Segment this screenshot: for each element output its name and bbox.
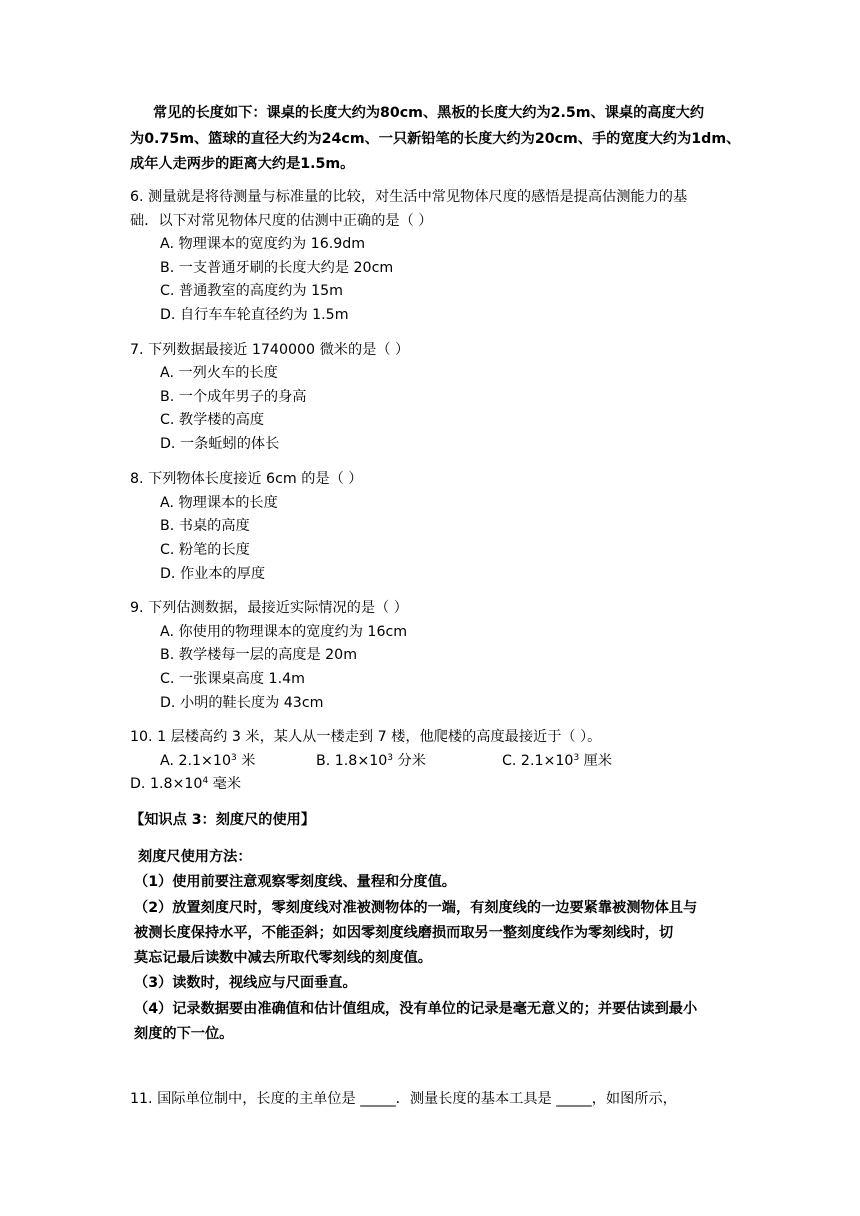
question-9-option-d: D. 小明的鞋长度为 43cm	[160, 695, 324, 711]
intro-line-2: 为0.75m、篮球的直径大约为24cm、一只新铅笔的长度大约为20cm、手的宽度大约为1dm、	[130, 131, 741, 147]
question-7-stem: 7. 下列数据最接近 1740000 微米的是（ ）	[130, 342, 410, 358]
method-step-2-line-3: 莫忘记最后读数中减去所取代零刻线的刻度值。	[134, 950, 432, 966]
question-7-option-d: D. 一条蚯蚓的体长	[160, 436, 280, 452]
method-step-2-line-1: （2）放置刻度尺时，零刻度线对准被测物体的一端，有刻度线的一边要紧靠被测物体且与	[134, 900, 698, 916]
method-step-2-line-2: 被测长度保持水平，不能歪斜；如因零刻度线磨损而取另一整刻度线作为零刻线时，切	[134, 925, 674, 941]
question-6-option-d: D. 自行车车轮直径约为 1.5m	[160, 307, 349, 323]
question-10-option-a: A. $2.1\times 10^3$ 米	[160, 753, 256, 769]
question-8-option-b: B. 书桌的高度	[160, 518, 250, 534]
method-step-4-line-2: 刻度的下一位。	[134, 1026, 234, 1042]
question-8-stem: 8. 下列物体长度接近 6cm 的是（ ）	[130, 471, 363, 487]
question-7-option-b: B. 一个成年男子的身高	[160, 389, 307, 405]
question-6-line-2: 础．以下对常见物体尺度的估测中正确的是（ ）	[130, 213, 433, 229]
question-11-stem: 11. 国际单位制中，长度的主单位是 _____．测量长度的基本工具是 _____，如图所示，	[130, 1091, 677, 1107]
question-9-option-c: C. 一张课桌高度 1.4m	[160, 671, 305, 687]
question-10-stem: 10. 1 层楼高约 3 米，某人从一楼走到 7 楼，他爬楼的高度最接近于（ ）。	[130, 729, 602, 745]
question-10-option-d: D. $1.8\times 10^4$ 毫米	[130, 776, 242, 792]
section-heading: 【知识点 3：刻度尺的使用】	[130, 812, 316, 828]
question-7-option-c: C. 教学楼的高度	[160, 412, 265, 428]
question-9-option-b: B. 教学楼每一层的高度是 20m	[160, 647, 358, 663]
method-title: 刻度尺使用方法：	[138, 849, 252, 865]
question-6-option-a: A. 物理课本的宽度约为 16.9dm	[160, 236, 366, 252]
question-9-option-a: A. 你使用的物理课本的宽度约为 16cm	[160, 624, 408, 640]
question-10-option-c: C. $2.1\times 10^3$ 厘米	[502, 753, 613, 769]
question-8-option-c: C. 粉笔的长度	[160, 542, 250, 558]
intro-line-1: 常见的长度如下：课桌的长度大约为80cm、黑板的长度大约为2.5m、课桌的高度大约	[153, 105, 705, 121]
question-6-line-1: 6. 测量就是将待测量与标准量的比较，对生活中常见物体尺度的感悟是提高估测能力的基	[130, 189, 688, 205]
question-8-option-d: D. 作业本的厚度	[160, 566, 266, 582]
question-8-option-a: A. 物理课本的长度	[160, 495, 278, 511]
question-6-option-b: B. 一支普通牙刷的长度大约是 20cm	[160, 260, 394, 276]
question-9-stem: 9. 下列估测数据，最接近实际情况的是（ ）	[130, 600, 408, 616]
question-7-option-a: A. 一列火车的长度	[160, 365, 278, 381]
method-step-1: （1）使用前要注意观察零刻度线、量程和分度值。	[134, 874, 456, 890]
intro-line-3: 成年人走两步的距离大约是1.5m。	[130, 156, 355, 172]
question-10-option-b: B. $1.8\times 10^3$ 分米	[316, 753, 426, 769]
method-step-3: （3）读数时，视线应与尺面垂直。	[134, 975, 357, 991]
question-6-option-c: C. 普通教室的高度约为 15m	[160, 283, 343, 299]
method-step-4-line-1: （4）记录数据要由准确值和估计值组成，没有单位的记录是毫无意义的；并要估读到最小	[134, 1001, 698, 1017]
